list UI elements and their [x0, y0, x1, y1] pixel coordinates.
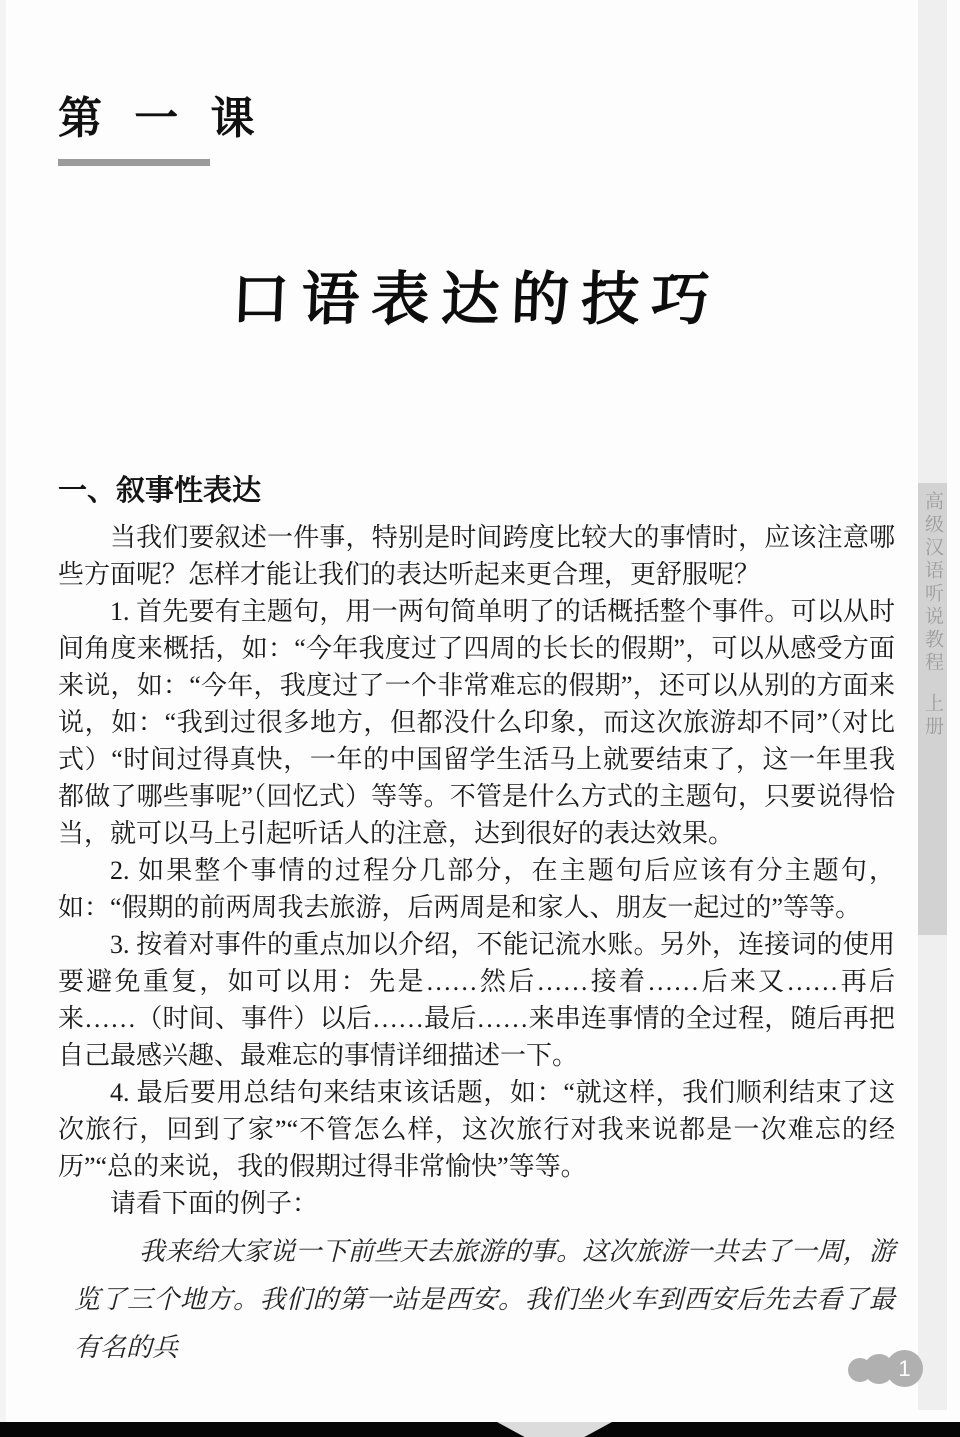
section-heading: 一、叙事性表达 [58, 475, 262, 508]
lesson-header: 第 一 课 [58, 94, 265, 143]
sidebar-volume-label: 上册 [922, 693, 943, 739]
scan-left-edge [0, 0, 6, 1437]
page-content [58, 95, 895, 1372]
sidebar-series-title: 高级汉语听说教程 [922, 491, 943, 675]
paragraph: 2. 如果整个事情的过程分几部分，在主题句后应该有分主题句，如：“假期的前两周我去旅游，后两周是和家人、朋友一起过的”等等。 [58, 856, 895, 923]
scan-gap [497, 1422, 612, 1437]
lesson-underline [58, 159, 210, 166]
paragraph: 4. 最后要用总结句来结束该话题，如：“就这样，我们顺利结束了这次旅行，回到了家”“不管怎么样，这次旅行对我来说都是一次难忘的经历”“总的来说，我的假期过得非常愉快”等等。 [58, 1078, 895, 1182]
sidebar-tab [918, 483, 947, 935]
paragraph: 请看下面的例子： [110, 1189, 319, 1219]
page-number-bubbles [848, 1350, 928, 1390]
paragraph: 1. 首先要有主题句，用一两句简单明了的话概括整个事件。可以从时间角度来概括，如：“今年我度过了四周的长长的假期”，可以从感受方面来说，如：“今年，我度过了一个非常难忘的假期”，还可以从别的方面来说，如：“我到过很多地方，但都没什么印象，而这次旅游却不同”（对比式）“时间过得真快，一年的中国留学生活马上就要结束了，这一年里我都做了哪些事呢”（回忆式）等等。不管是什么方式的主题句，只要说得恰当，就可以马上引起听话人的注意，达到很好的表达效果。 [58, 597, 895, 849]
body-paragraphs [58, 519, 895, 1222]
paragraph: 当我们要叙述一件事，特别是时间跨度比较大的事情时，应该注意哪些方面呢？怎样才能让我们的表达听起来更合理，更舒服呢？ [58, 523, 895, 590]
paragraph: 3. 按着对事件的重点加以介绍，不能记流水账。另外，连接词的使用要避免重复，如可以用：先是……然后……接着……后来又……再后来……（时间、事件）以后……最后……来串连事情的全过程，随后再把自己最感兴趣、最难忘的事情详细描述一下。 [58, 930, 895, 1071]
page-title: 口语表达的技巧 [230, 265, 723, 334]
example-paragraph: 我来给大家说一下前些天去旅游的事。这次旅游一共去了一周，游览了三个地方。我们的第一站是西安。我们坐火车到西安后先去看了最有名的兵 [74, 1237, 895, 1364]
page-number: 1 [886, 1350, 923, 1387]
footer-scan-bar [0, 1422, 960, 1437]
